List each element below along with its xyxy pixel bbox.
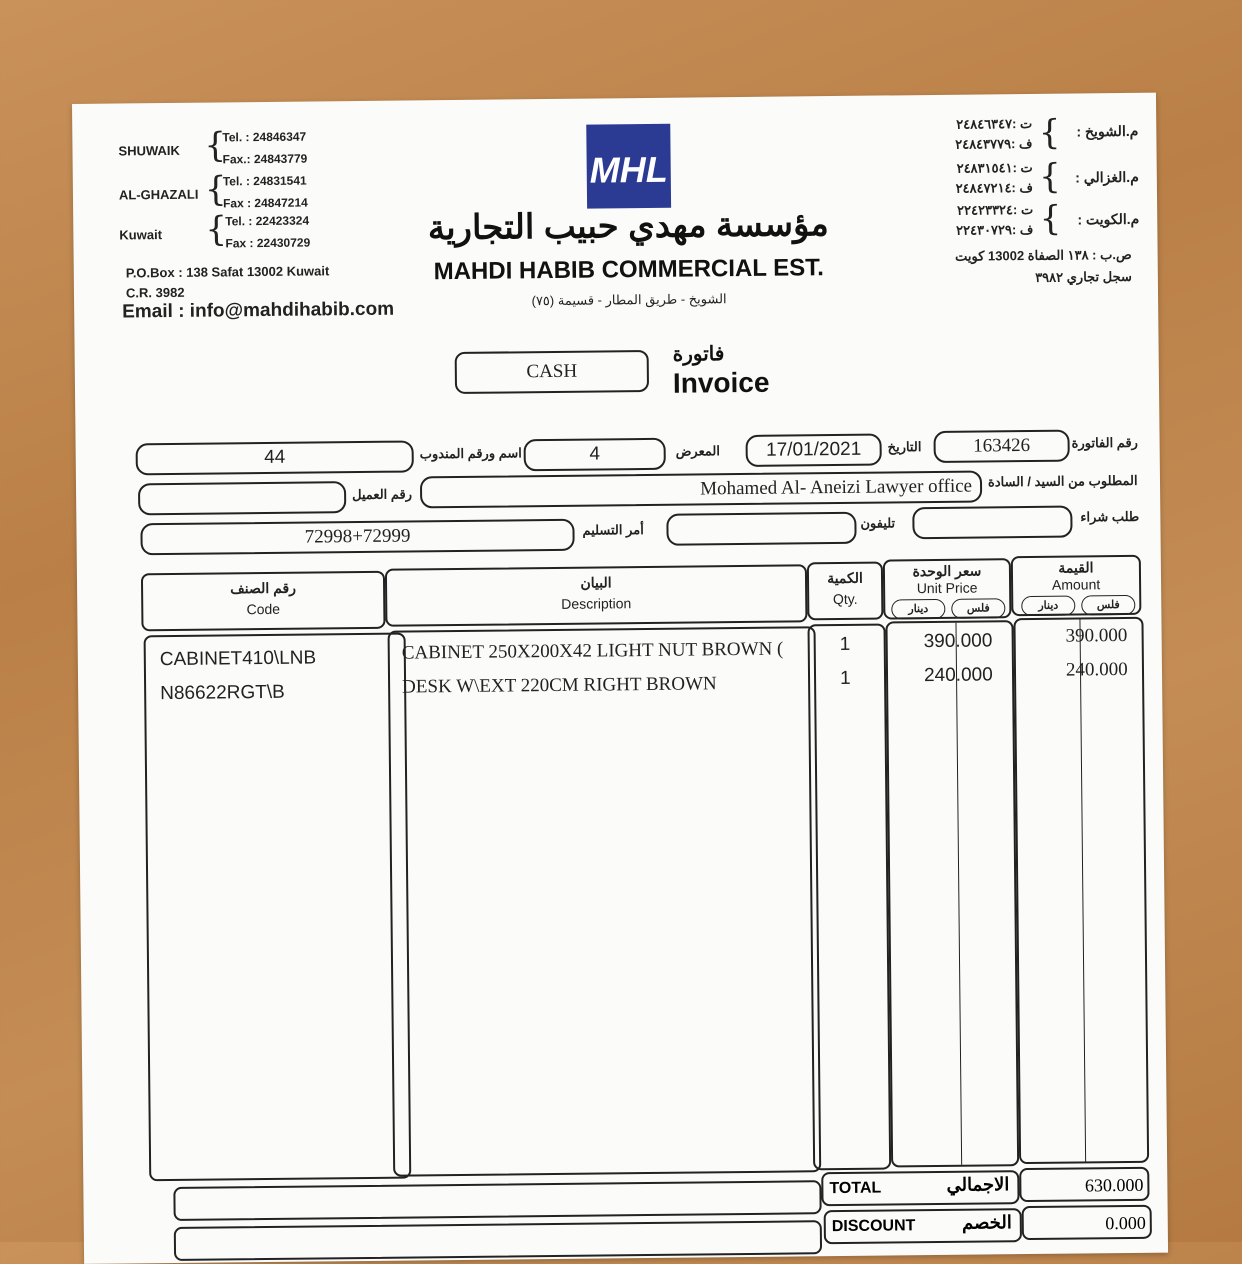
company-logo	[586, 124, 671, 209]
item-code: CABINET410\LNB	[159, 647, 317, 671]
branch-fax-ar: ف :٢٢٤٣٠٧٢٩	[956, 221, 1034, 238]
discount-value-box	[1022, 1205, 1152, 1240]
total-label-box	[821, 1170, 1019, 1206]
phone-field[interactable]	[666, 512, 856, 546]
fils-pill: فلس	[1081, 595, 1135, 616]
salesman-label: اسم ورقم المندوب	[419, 445, 522, 462]
company-name-ar: مؤسسة مهدي حبيب التجارية	[427, 205, 829, 248]
item-amount: 390.000	[1065, 624, 1128, 647]
total-label-en: TOTAL	[829, 1179, 882, 1198]
invoice-title-en: Invoice	[672, 366, 770, 399]
branch-tel-ar: ت :٢٤٨٣١٥٤١	[956, 159, 1033, 176]
brace-glyph: {	[204, 169, 227, 210]
branch-tel: Tel. : 24831541	[222, 173, 307, 189]
branch-fax: Fax : 22430729	[225, 235, 311, 251]
date-label: التاريخ	[887, 439, 922, 455]
brace-glyph: {	[205, 209, 228, 250]
logo-text: MHL	[589, 148, 668, 191]
unit-price-header	[883, 558, 1012, 619]
total-label-ar: الاجمالي	[946, 1174, 1010, 1195]
brace-glyph: {	[1038, 156, 1062, 197]
item-qty: 1	[839, 667, 851, 689]
item-description: DESK W\EXT 220CM RIGHT BROWN	[402, 673, 717, 698]
delivery-order-label: أمر التسليم	[582, 522, 644, 538]
showroom-field[interactable]: 4	[524, 438, 666, 471]
customer-number-field[interactable]	[138, 481, 346, 515]
branch-name: SHUWAIK	[118, 142, 180, 159]
salesman-field[interactable]: 44	[136, 440, 414, 475]
brace-glyph: {	[1038, 112, 1061, 153]
amount-header-ar: القيمة	[1058, 559, 1094, 576]
invoice-number-field[interactable]: 163426	[933, 430, 1069, 463]
branch-name: Kuwait	[119, 227, 163, 243]
branch-fax-ar: ف :٢٤٨٤٧٢١٤	[955, 179, 1034, 196]
branch-fax: Fax : 24847214	[222, 195, 308, 211]
branch-tel: Tel. : 24846347	[222, 129, 307, 145]
qty-header	[807, 562, 884, 621]
branch-name-ar: م.الكويت :	[1077, 210, 1140, 228]
description-header-en: Description	[561, 595, 632, 612]
item-amount: 240.000	[1065, 658, 1128, 681]
unit-price-header-en: Unit Price	[916, 579, 978, 597]
qty-header-en: Qty.	[832, 590, 858, 608]
item-unit-price: 390.000	[923, 630, 993, 653]
invoice-paper	[72, 93, 1168, 1264]
dinar-pill: دينار	[1021, 596, 1075, 617]
purchase-order-label: طلب شراء	[1080, 508, 1140, 525]
unit-price-column	[885, 620, 1019, 1167]
date-field[interactable]: 17/01/2021	[746, 434, 882, 467]
discount-label-box	[824, 1208, 1022, 1244]
qty-header-ar: الكمية	[827, 569, 863, 587]
invoice-title-ar: فاتورة	[672, 343, 725, 366]
code-header	[141, 571, 386, 632]
customer-name-field[interactable]: Mohamed Al- Aneizi Lawyer office	[420, 470, 982, 508]
code-header-ar: رقم الصنف	[230, 579, 297, 597]
brace-glyph: {	[1039, 198, 1062, 239]
total-value-box	[1019, 1167, 1149, 1202]
delivery-order-field[interactable]: 72998+72999	[140, 519, 574, 556]
phone-label: تليفون	[860, 515, 896, 531]
company-name-en: MAHDI HABIB COMMERCIAL EST.	[433, 254, 825, 286]
total-value: 630.000	[1084, 1174, 1144, 1196]
description-column	[388, 626, 822, 1176]
code-header-en: Code	[246, 600, 281, 618]
branch-name-ar: م.الغزالي :	[1075, 168, 1139, 186]
discount-label-ar: الخصم	[961, 1212, 1012, 1233]
cr-ar: سجل تجاري ٣٩٨٢	[1035, 268, 1132, 285]
purchase-order-field[interactable]	[912, 506, 1072, 540]
cr-en: C.R. 3982	[125, 284, 185, 301]
description-header-ar: البيان	[580, 574, 612, 591]
brace-glyph: {	[204, 125, 227, 166]
amount-in-words-box	[173, 1180, 821, 1221]
showroom-label: المعرض	[675, 443, 720, 459]
discount-value: 0.000	[1105, 1212, 1146, 1234]
pobox-en: P.O.Box : 138 Safat 13002 Kuwait	[125, 263, 330, 281]
payment-type-box: CASH	[455, 350, 649, 394]
invoice-number-label: رقم الفاتورة	[1071, 434, 1138, 451]
branch-tel: Tel. : 22423324	[225, 213, 310, 229]
pobox-ar: ص.ب : ١٣٨ الصفاة 13002 كويت	[955, 246, 1132, 264]
item-qty: 1	[839, 633, 851, 655]
fils-pill: فلس	[951, 598, 1005, 619]
item-code: N86622RGT\B	[160, 681, 285, 705]
qty-column	[807, 624, 891, 1171]
branch-name-ar: م.الشويخ :	[1076, 122, 1139, 140]
branch-fax-ar: ف :٢٤٨٤٣٧٧٩	[955, 135, 1033, 152]
customer-number-label: رقم العميل	[352, 486, 413, 503]
branch-fax: Fax.: 24843779	[222, 151, 308, 167]
branch-tel-ar: ت :٢٤٨٤٦٣٤٧	[956, 115, 1033, 132]
amount-header-en: Amount	[1051, 576, 1101, 593]
unit-price-header-ar: سعر الوحدة	[912, 562, 982, 580]
email-line: Email : info@mahdihabib.com	[122, 298, 395, 323]
notes-box	[174, 1220, 822, 1261]
amount-header	[1011, 555, 1142, 616]
branch-name: AL-GHAZALI	[118, 186, 199, 203]
description-header	[385, 564, 808, 626]
code-column	[144, 633, 412, 1182]
item-description: CABINET 250X200X42 LIGHT NUT BROWN (	[401, 638, 784, 664]
company-address-ar: الشويخ - طريق المطار - قسيمة (٧٥)	[531, 291, 727, 309]
item-unit-price: 240.000	[923, 664, 993, 687]
dinar-pill: دينار	[891, 599, 945, 620]
logo-mark-icon	[586, 124, 671, 209]
customer-name-label: المطلوب من السيد / السادة	[987, 472, 1138, 490]
discount-label-en: DISCOUNT	[831, 1217, 916, 1236]
branch-tel-ar: ت :٢٢٤٢٣٣٢٤	[957, 201, 1034, 218]
